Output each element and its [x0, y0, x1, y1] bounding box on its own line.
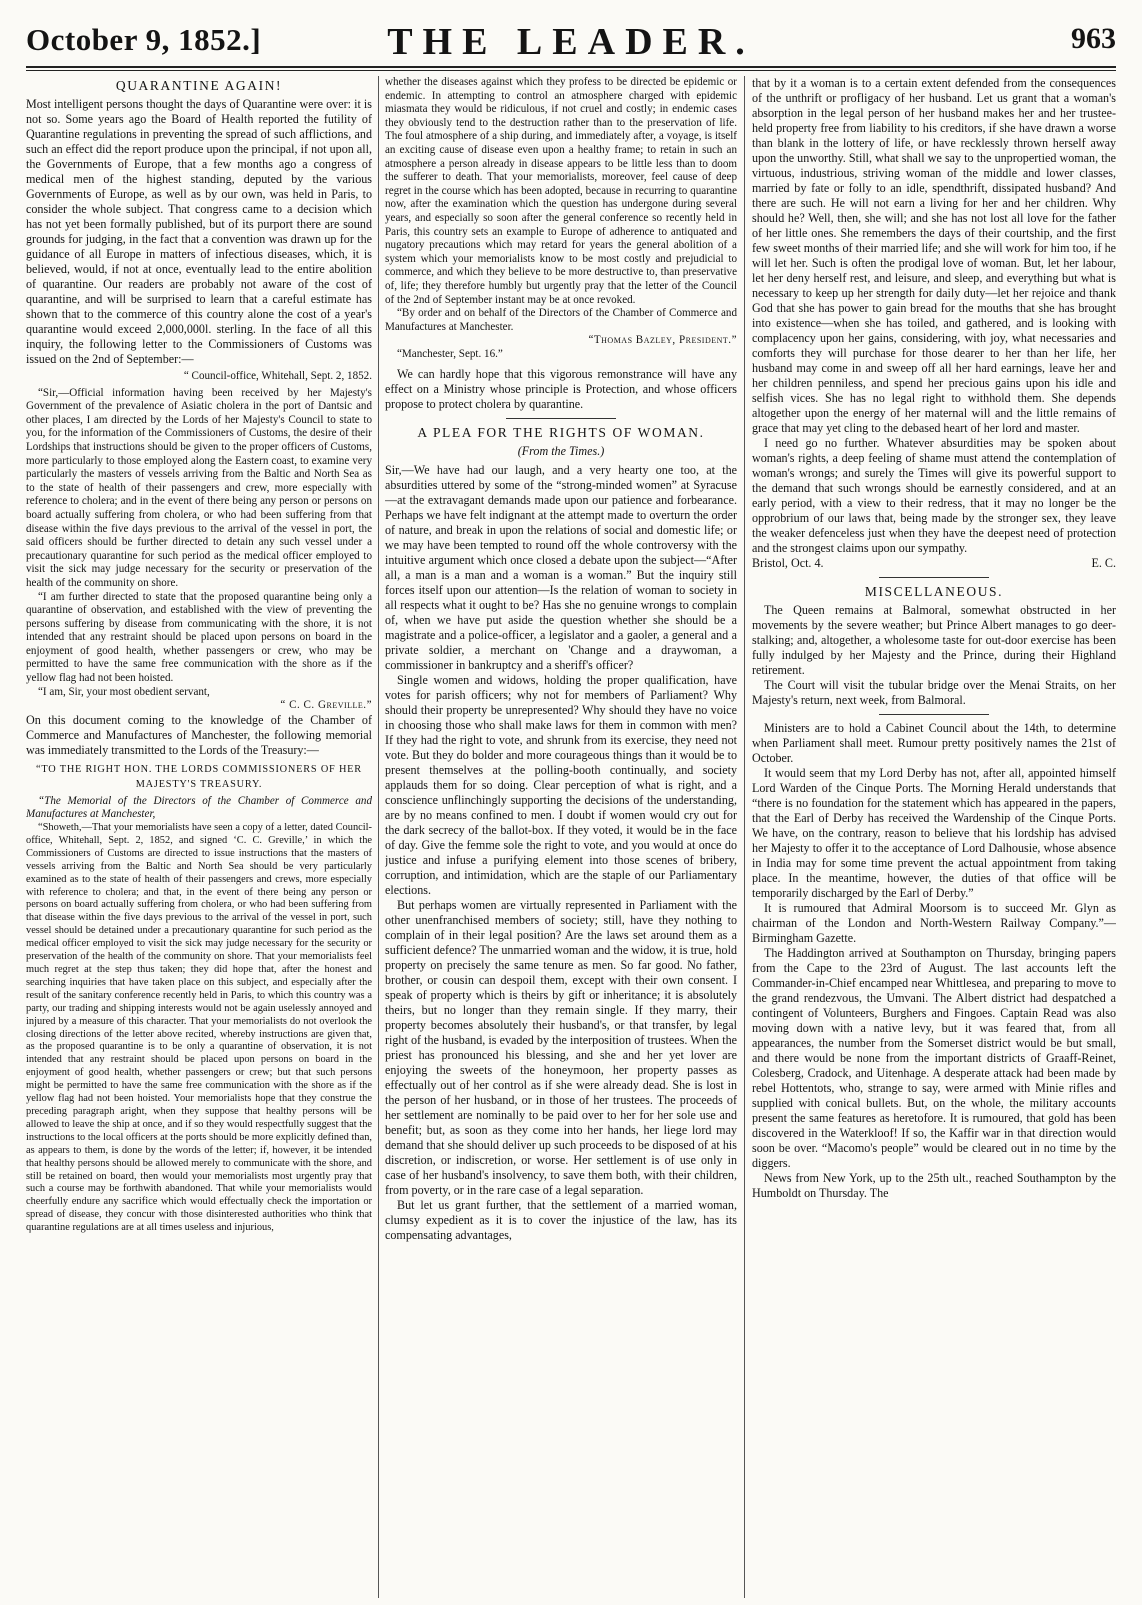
article-paragraph: The Queen remains at Balmoral, somewhat obstructed in her movements by the severe weather; but Prince Albert manages to go deer-stalking; and, altogether, a wholesome taste for out-door exercise has been fully indulged by her Majesty and the Prince, during their Highland retirement. — [752, 603, 1116, 677]
column-divider — [744, 76, 745, 1598]
page-number: 963 — [1071, 22, 1116, 55]
section-rule — [879, 577, 989, 578]
article-paragraph: But perhaps women are virtually represented in Parliament with the other unenfranchised members of society; still, have they nothing to complain of in their legal position? Are the laws set around them as a sufficient defence? The unmarried woman and the widow, it is true, hold property on precisely the same tenure as men. So far good. No father, brother, or cousin can despoil them, except with their own consent. I speak of property which is theirs by gift or inheritance; it is absolutely theirs, but no longer than they remain single. If they marry, their property becomes absolutely their husband's, or that transfer, by legal right of the husband, is evaded by the interposition of trustees. When the priest has pronounced his blessing, and she and her yet lover are enjoying the sweets of the honeymoon, her property passes as effectually out of her control as if she were already dead. She is lost in the person of her husband, or in those of her trustees. The proceeds of her settlement are nominally to be paid over to her for her sole use and benefit; but, as soon as they come into her hands, her liege lord may demand that she should deliver up such proceeds to be disposed of at his discretion, or indiscretion, or worse. Her settlement is of use only in case of her husband's insolvency, to save them both, with their children, from poverty, or in the rare case of a legal separation. — [385, 898, 737, 1198]
place-date: Bristol, Oct. 4. — [752, 556, 824, 570]
article-title-plea: A PLEA FOR THE RIGHTS OF WOMAN. — [417, 425, 705, 441]
article-paragraph: Most intelligent persons thought the days of Quarantine were over: it is not so. Some years ago the Board of Health reported the futility of Quarantine regulations in preventing the spread of such afflictions, and such an effect did the report produce upon the principal, if not upon all, the Governments of Europe, that a few months ago a congress of medical men of the highest standing, deputed by the various Governments of Europe, as well as by our own, was held in Paris, to consider the whole subject. That congress came to a decision which has not yet been formally published, but of its purport there are sound grounds for judging, in the fact that a convention was drawn up for the guidance of all Europe in matters of infectious diseases, which, it is believed, would, if not at once, eventually lead to the entire abolition of quarantine. Our readers are probably not aware of the cost of quarantine, and will be surprised to learn that a careful estimate has shown that to the commerce of this country alone the cost of a year's quarantine would exceed 2,000,000l. sterling. In the face of all this inquiry, the following letter to the Commissioners of Customs was issued on the 2nd of September:— — [26, 97, 372, 366]
article-paragraph: News from New York, up to the 25th ult., reached Southampton by the Humboldt on Thursday. The — [752, 1171, 1116, 1200]
article-paragraph: Ministers are to hold a Cabinet Council about the 14th, to determine when Parliament shall meet. Rumour pretty positively names the 21st of October. — [752, 721, 1116, 765]
masthead-rule — [26, 66, 1116, 68]
letter-signature: “ C. C. Greville.” — [280, 699, 372, 712]
article-source: (From the Times.) — [517, 444, 605, 459]
memorial-body: “Showeth,—That your memorialists have seen a copy of a letter, dated Council-office, Whitehall, Sept. 2, 1852, and signed ‘C. C. Greville,’ in which the Commissioners of Customs are directed to issue instructions that the masters of vessels arriving from the Baltic and North Sea should be very particularly examined as to the state of health of their passengers and crews, more especially with reference to cholera; and that, in the event of there being any person or persons on board actually suffering from cholera, or who had been suffering from that disease within the five days previous to the arrival of the vessel in port, such vessel should be detained under a precautionary quarantine for such period as the medical officer employed to visit the sick may judge necessary for the security or preservation of the health of the community on shore. That your memorialists feel much regret at the step thus taken; they did hope that, after the honest and searching inquiries that have taken place on this subject, and especially after the result of the sanitary conference recently held in Paris, to which this country was a party, our trading and shipping interests would not be again uselessly annoyed and injured by a measure of this character. That your memorialists do not overlook the closing directions of the letter above recited, whereby instructions are given that, as the proposed quarantine is to be only a quarantine of observation, it is not intended that any restraint should be placed upon persons on board in the enjoyment of good health, whether passengers or crew; but that such persons might be permitted to have the same free communication with the shore as if the yellow flag had not been hoisted. Your memorialists hope that they construe the preceding paragraph aright, when they suppose that healthy persons will be allowed to leave the ship at once, and if so they would respectfully suggest that the instructions to the local officers at the ports should be more explicitly defined than, as appears to them, is done by the words of the letter; if, however, it be intended that healthy persons should be allowed merely to communicate with the shore, and still be retained on board, then would your memorialists most urgently pray that such a course may be forthwith abandoned. That while your memorialists would cheerfully endure any sacrifice which would effectually check the importation or spread of disease, they concur with those disinterested authorities who think that quarantine regulations are at all times useless and injurious, — [26, 822, 372, 1234]
section-rule — [506, 418, 616, 419]
letter-paragraph: “Sir,—Official information having been received by her Majesty's Government of the prevalence of Asiatic cholera in the port of Dantsic and other places, I am directed by the Lords of her Majesty's Council to state to you, for the information of the Commissioners of Customs, the desire of their Lordships that instructions should be given to the proper officers of Customs, more particularly to those employed along the Eastern coast, to examine very particularly the masters of vessels arriving from the Baltic and North Sea as to the state of health of their passengers and crew, more especially with reference to cholera; and in the event of there being any person or persons on board actually suffering from cholera, or who had been suffering from that disease within the five days previous to the arrival of the vessel in port, the said officers should be further directed to detain any such vessel under a precautionary quarantine for such period as the medical officer employed to visit the sick may judge necessary for the security or preservation of the health of the community on shore. — [26, 386, 372, 589]
memorial-title: “The Memorial of the Directors of the Chamber of Commerce and Manufactures at Manchester, — [26, 794, 372, 821]
column-2 — [385, 76, 737, 1598]
letter-dateline: “ Council-office, Whitehall, Sept. 2, 1852. — [183, 370, 372, 382]
memorial-continued: whether the diseases against which they profess to be directed be epidemic or endemic. In attempting to control an atmosphere charged with epidemic miasmata they would be ridiculous, if not cruel and costly; in endemic cases they obviously tend to the destruction rather than to the preservation of life. The foul atmosphere of a ship during, and immediately after, a voyage, is itself an exciting cause of disease even upon a healthy frame; to retain in such an atmosphere a person already in disease appears to be little less than to doom the sufferer to death. That your memorialists, moreover, feel cause of deep regret in the course which has been adopted, because in recurring to quarantine now, after the examination which the question has undergone during several years, and especially so soon after the general conference so recently held in Paris, this country sets an example to Europe of adherence to antiquated and nugatory precautions which may retard for years the general abolition of a system which your memorialists know to be most costly and prejudicial to commerce, and which they believe to be more destructive to, than preservative of, life; they therefore humbly but urgently pray that the letter of the Council of the 2nd of September instant may be at once revoked. — [385, 76, 737, 306]
article-paragraph: It would seem that my Lord Derby has not, after all, appointed himself Lord Warden of the Cinque Ports. The Morning Herald understands that “there is no foundation for the statement which has appeared in the papers, that the Earl of Derby has received the Wardenship of the Cinque Ports. We have, on the contrary, reason to believe that his lordship has advised her Majesty to offer it to the acceptance of Lord Dalhousie, whose absence in India may for some time prevent the actual appointment from taking place. In the meantime, however, the duties of that office will be temporarily discharged by the Earl of Derby.” — [752, 766, 1116, 900]
masthead — [26, 14, 1116, 66]
masthead-rule-thin — [26, 70, 1116, 71]
author-initials: E. C. — [1091, 556, 1116, 570]
memorial-order: “By order and on behalf of the Directors of the Chamber of Commerce and Manufactures at Manchester. — [385, 307, 737, 333]
article-paragraph: Sir,—We have had our laugh, and a very hearty one too, at the absurdities uttered by some of the “strong-minded women” at Syracuse—at the extravagant demands made upon our patience and forbearance. Perhaps we have felt indignant at the attempt made to overturn the order of nature, and break in upon the relations of social and domestic life; or we may have been tempted to round off the whole controversy with the intuitive argument which once closed a debate upon the subject—“After all, a man is a man and a woman is a woman.” But the inquiry still forces itself upon our attention—Is the relation of woman to society in all respects what it ought to be? Has she no genuine wrongs to complain of, when we have put aside the question whether she should be a magistrate and a police-officer, a legislator and a gaoler, a general and a private soldier, a merchant on 'Change and a draywoman, a commissioner in bankruptcy and a sheriff's officer? — [385, 463, 737, 673]
issue-date: October 9, 1852.] — [26, 22, 262, 57]
article-title-misc: MISCELLANEOUS. — [864, 584, 1004, 599]
article-paragraph: I need go no further. Whatever absurdities may be spoken about woman's rights, a deep feeling of shame must attend the contemplation of woman's wrongs; and surely the Times will give its powerful support to the demand that such wrongs should be earnestly considered, and at an early period, with a view to their redress, that it may no longer be the opprobrium of our laws that, being made by the stronger sex, they leave the weaker defenceless just when they have the deepest need of protection and the strongest claims upon our sympathy. — [752, 436, 1116, 555]
letter-paragraph: “I am further directed to state that the proposed quarantine being only a quarantine of observation, and established with the view of preventing the persons suffering by disease from communicating with the shore, it is not intended that any restraint should be placed upon persons on board in the enjoyment of good health, whether passengers or crew, who may be permitted to have the same free communication with the shore as if the yellow flag had not been hoisted. — [26, 590, 372, 685]
letter-closing: “I am, Sir, your most obedient servant, — [38, 685, 210, 698]
article-paragraph: We can hardly hope that this vigorous remonstrance will have any effect on a Ministry whose principle is Protection, and whose officers propose to protect cholera by quarantine. — [385, 367, 737, 412]
newspaper-title: THE LEADER. — [387, 21, 755, 63]
article-paragraph: But let us grant further, that the settlement of a married woman, clumsy expedient as it is to cover the injustice of the law, has its compensating advantages, — [385, 1198, 737, 1243]
article-paragraph: It is rumoured that Admiral Moorsom is to succeed Mr. Glyn as chairman of the London and North-Western Railway Company.”—Birmingham Gazette. — [752, 901, 1116, 945]
column-divider — [378, 76, 379, 1598]
article-paragraph: The Haddington arrived at Southampton on Thursday, bringing papers from the Cape to the 23rd of August. The last accounts left the Commander-in-Chief encamped near Whittlesea, and preparing to move to the grand rendezvous, the Umvani. The Albert district had despatched a contingent of Volunteers, Burghers and Fingoes. Captain Read was also moving down with a native levy, but it was feared that, from all appearances, the number from the Somerset district would be but small, and there would be none from the important districts of Graaff-Reinet, Colesberg, Cradock, and Uitenhage. A desperate attack had been made by rebel Hottentots, who, strange to say, were armed with Minie rifles and supplied with conical bullets. But, on the whole, the military accounts present the same features as heretofore. It is rumoured, that gold has been discovered in the Waterkloof! If so, the Kaffir war in that direction would soon be over. “Macomo's people” would be cleared out in no time by the diggers. — [752, 946, 1116, 1170]
article-paragraph: The Court will visit the tubular bridge over the Menai Straits, on her Majesty's return, next week, from Balmoral. — [752, 678, 1116, 707]
memorial-address: “TO THE RIGHT HON. THE LORDS COMMISSIONERS OF HER MAJESTY'S TREASURY. — [36, 763, 362, 790]
article-paragraph: On this document coming to the knowledge of the Chamber of Commerce and Manufactures of Manchester, the following memorial was immediately transmitted to the Lords of the Treasury:— — [26, 712, 372, 757]
memorial-signature: “Thomas Bazley, President.” — [588, 334, 737, 347]
article-paragraph: Single women and widows, holding the proper qualification, have votes for parish officers; why not for members of Parliament? Why should their property be unrepresented? Why should they have no voice in choosing those who shall make laws for them in common with men? If they had the right to vote, and shrunk from its exercise, they need not vote. But they do bolder and more courageous things than it would be to present themselves at the polling-booth continually, and society applauds them for so doing. Clear perception of what is right, and a conscience unflinchingly supporting the decisions of the understanding, are by no means confined to men. I doubt if women would cry out for the dark secrecy of the ballot-box. If they voted, it would be in the face of day. Give the femme sole the right to vote, and you would at once do justice and infuse a purifying element into those scenes of bribery, corruption, and intimidation, which are the staple of our Parliamentary elections. — [385, 673, 737, 898]
section-rule — [879, 714, 989, 715]
plea-signoff — [752, 556, 1116, 571]
column-1 — [26, 76, 372, 1598]
article-title-quarantine: QUARANTINE AGAIN! — [115, 78, 283, 93]
column-3 — [752, 76, 1116, 1598]
article-paragraph: that by it a woman is to a certain extent defended from the consequences of the unthrift or profligacy of her husband. Let us grant that a woman's absorption in the legal person of her husband makes her and her trustee-held property free from liability to his creditors, if she have drawn a worse than blank in the lottery of life, or have recklessly thrown herself away upon the unworthy. Still, what shall we say to the unpropertied woman, the virtuous, industrious, striving woman of the middle and lower classes, married by fate or folly to an idle, spendthrift, dissipated husband? And there are such. He will not earn a living for her and her children. Why should he? Well, then, she will; and she has not lost all love for the father of her little ones. She remembers the days of their courtship, and the first few sweet months of their married life; and she will work for him too, if he will let her. Such is often the prodigal love of woman. But, let her labour, let her deny herself rest, and leisure, and sleep, and everything but what is necessary to keep up her strength for daily duty—let her rejoice and thank God that she has power to gain bread for the mouths that she has brought into existence—when she has toiled, and gathered, and is looking with complacency upon her gains, considering, with joy, what necessaries and comforts they will purchase for those dearer to her than her life, her husband may come in and sweep off all her hard earnings, leave her and her children penniless, and spend her precious gains upon his idle and selfish vices. She has no legal right to withhold them. She depends altogether upon the energy of her maternal will and the little remains of grace that may yet cling to the debased heart of her lord and master. — [752, 76, 1116, 435]
memorial-date: “Manchester, Sept. 16.” — [397, 347, 503, 360]
